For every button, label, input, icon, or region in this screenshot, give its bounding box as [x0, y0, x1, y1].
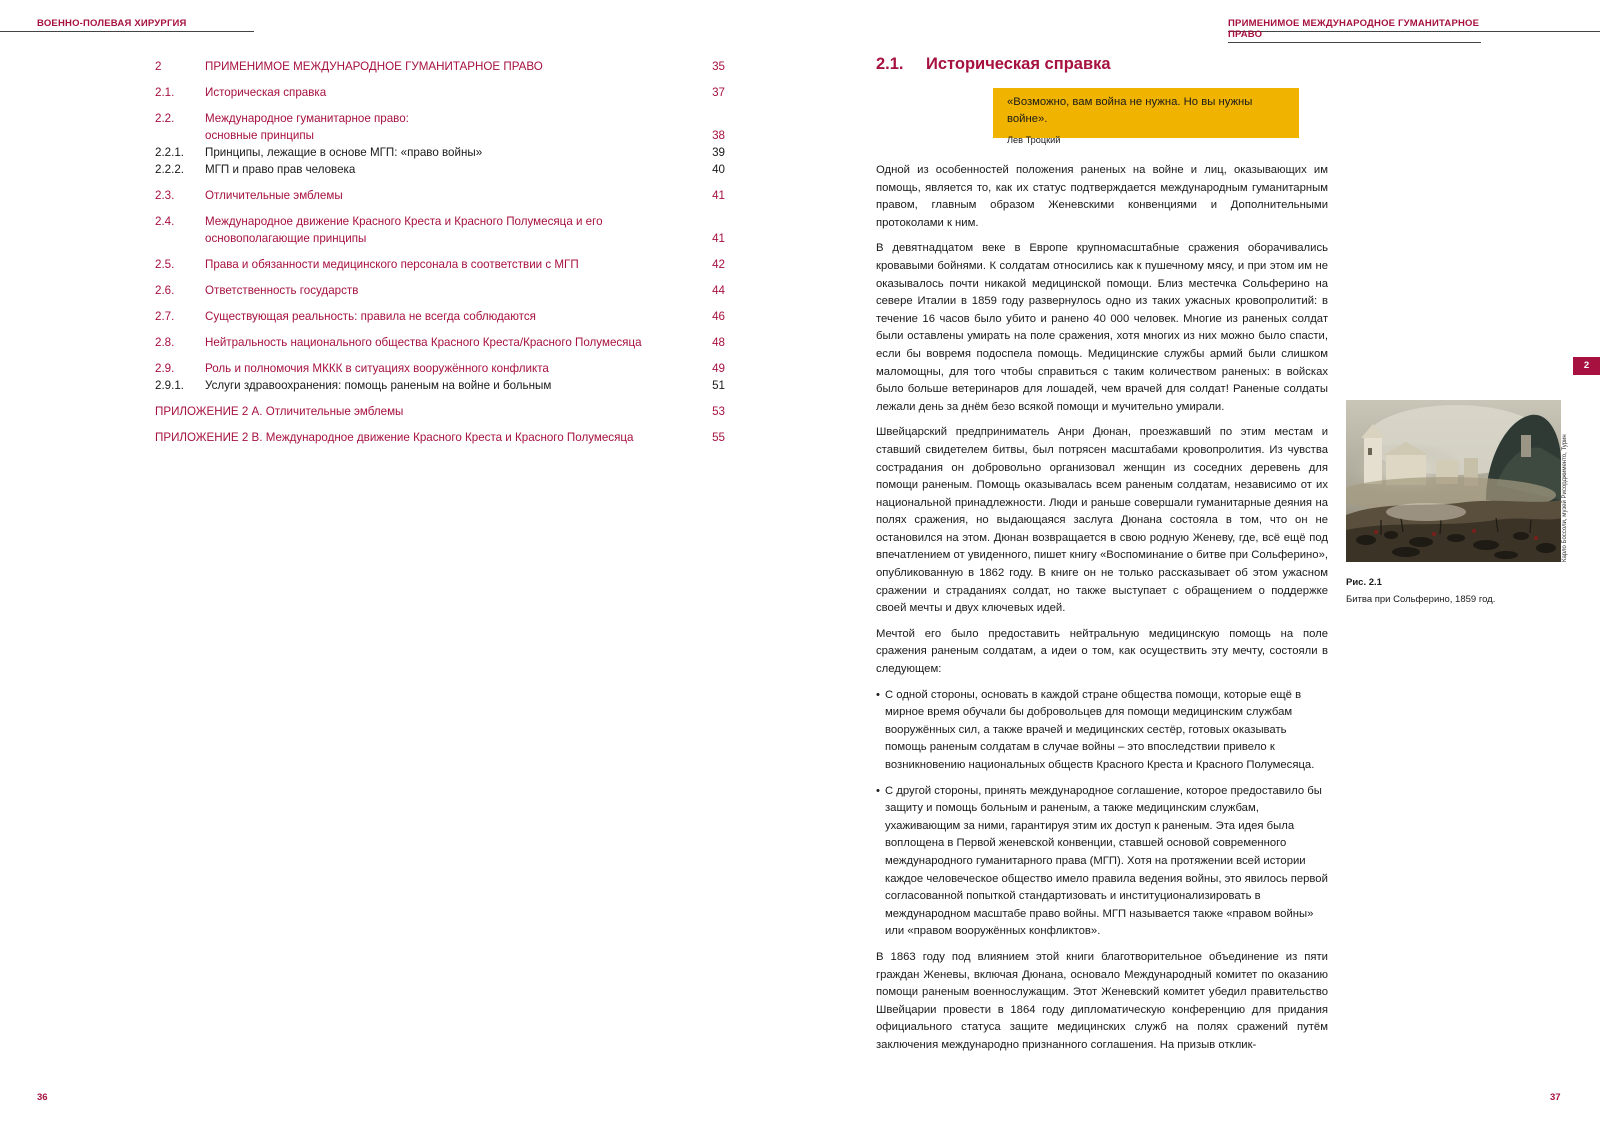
toc-number: 2.9. [155, 362, 175, 375]
paragraph: Швейцарский предприниматель Анри Дюнан, проезжавший по этим местам и ставший свидетелем битвы, был потрясен масштабами кровопролития. Из чувства сострадания он добровольно организовал женщин из соседних деревень для помощи раненым. Помощь оказывалась всем раненым солдатам, независимо от их национальной принадлежности. Люди и раньше совершали гуманитарные деяния на полях сражения, но выдающаяся заслуга Дюнана состояла в том, что он не остановился на этом. Дюнан возвращается в свою родную Женеву, где, всё ещё под впечатлением от увиденного, пишет книгу «Воспоминание о битве при Сольферино», опубликованную в 1862 году. В книге он не только рассказывает об этом ужасном сражении и страданиях солдат, но также выступает с обращением о поддержке своей мечты и двух ключевых идей. [876, 426, 1328, 615]
toc-title: Международное гуманитарное право: основные принципы [205, 112, 409, 142]
toc-page: 48 [712, 336, 725, 349]
toc-page: 40 [712, 163, 725, 176]
list-item [876, 783, 1328, 941]
toc-page: 35 [712, 60, 725, 73]
toc-number: 2 [155, 60, 162, 73]
toc-title: МГП и право прав человека [205, 163, 356, 176]
toc-page: 46 [712, 310, 725, 323]
toc-entry[interactable] [155, 360, 725, 377]
toc-number: 2.2. [155, 112, 175, 125]
toc-entry[interactable] [155, 213, 725, 247]
paragraph: Мечтой его было предоставить нейтральную медицинскую помощь на поле сражения раненым солдатам, а идеи о том, как осуществить эту мечту, состояли в следующем: [876, 627, 1328, 676]
paragraph: Одной из особенностей положения раненых на войне и лиц, оказывающих им помощь, является то, как их статус подтверждается международным гуманитарным правом, главным образом Женевскими конвенциями и Дополнительными протоколами к ним. [876, 164, 1328, 229]
paragraph: В 1863 году под влиянием этой книги благотворительное объединение из пяти граждан Женевы, включая Дюнана, основало Международный комитет по оказанию помощи раненым военнослужащим. Этот Женевский комитет убедил правительство Швейцарии провести в 1864 году дипломатическую конференцию для придания официального статуса защите медицинских служб на полях сражений путём заключения международно признанного соглашения. На призыв отклик- [876, 950, 1328, 1051]
toc-entry[interactable] [155, 282, 725, 299]
toc-page: 41 [712, 189, 725, 202]
toc-title: Международное движение Красного Креста и Красного Полумесяца и его основополагающие принципы [205, 215, 603, 245]
toc-number: 2.2.1. [155, 146, 185, 159]
toc-entry[interactable] [155, 161, 725, 178]
body-text [876, 162, 1328, 1063]
paragraph: В девятнадцатом веке в Европе крупномасштабные сражения оборачивались кровавыми бойнями. К солдатам относились как к пушечному мясу, и при этом им не оказывалось почти никакой медицинской помощи. Близ местечка Сольферино на севере Италии в 1859 году развернулось одно из таких ужасных кровопролитий: в течение 16 часов было убито и ранено 40 000 человек. Многие из раненых солдат были оставлены умирать на поле сражения, хотя многих из них можно было спасти, если бы вовремя подоспела помощь. Медицинские службы армий были слишком маломощны, для того чтобы справиться с таким количеством раненых: в войсках было больше ветеринаров для лошадей, чем врачей для солдат! Раненые солдаты лежали день за днём безо всякой помощи и мучительно умирали. [876, 242, 1328, 413]
toc-page: 42 [712, 258, 725, 271]
toc-title: Отличительные эмблемы [205, 189, 343, 202]
toc-title: Историческая справка [205, 86, 327, 99]
toc-number: 2.8. [155, 336, 175, 349]
section-number: 2.1. [876, 55, 904, 73]
toc-number: 2.6. [155, 284, 175, 297]
toc-number: 2.1. [155, 86, 175, 99]
page-number-right: 37 [1550, 1092, 1561, 1103]
page-number-left: 36 [37, 1092, 48, 1103]
figure-label: Рис. 2.1 [1346, 577, 1382, 588]
table-of-contents [155, 58, 725, 455]
toc-entry[interactable] [155, 84, 725, 101]
epigraph-quote: «Возможно, вам война не нужна. Но вы нужны войне». [1007, 96, 1253, 125]
running-header-right: ПРИМЕНИМОЕ МЕЖДУНАРОДНОЕ ГУМАНИТАРНОЕ ПРАВО [1228, 18, 1481, 43]
epigraph-author: Лев Троцкий [1007, 135, 1061, 145]
toc-title: ПРИЛОЖЕНИЕ 2 B. Международное движение Красного Креста и Красного Полумесяца [155, 431, 634, 444]
toc-entry[interactable] [155, 187, 725, 204]
toc-page: 49 [712, 362, 725, 375]
toc-title: Существующая реальность: правила не всегда соблюдаются [205, 310, 536, 323]
toc-number: 2.4. [155, 215, 175, 228]
bullet-mark: • [876, 688, 880, 701]
toc-title: Права и обязанности медицинского персонала в соответствии с МГП [205, 258, 579, 271]
list-item-text: С одной стороны, основать в каждой стране общества помощи, которые ещё в мирное время обучали бы добровольцев для помощи медицинским службам вооружённых сил, а также врачей и медицинских сестёр, готовых оказывать помощь раненым солдатам в случае войны – это впоследствии привело к возникновению национальных обществ Красного Креста и Красного Полумесяца. [885, 688, 1315, 771]
section-heading [876, 55, 1111, 74]
toc-page: 53 [712, 405, 725, 418]
toc-entry[interactable] [155, 256, 725, 273]
toc-page: 55 [712, 431, 725, 444]
toc-entry[interactable] [155, 429, 725, 446]
toc-number: 2.5. [155, 258, 175, 271]
toc-entry[interactable] [155, 58, 725, 75]
toc-number: 2.2.2. [155, 163, 185, 176]
toc-number: 2.9.1. [155, 379, 185, 392]
epigraph-box [993, 88, 1299, 145]
list-item [876, 687, 1328, 775]
toc-number: 2.7. [155, 310, 175, 323]
figure-caption: Битва при Сольферино, 1859 год. [1346, 594, 1496, 605]
toc-entry[interactable] [155, 308, 725, 325]
toc-page: 44 [712, 284, 725, 297]
toc-entry[interactable] [155, 110, 725, 144]
section-title: Историческая справка [926, 55, 1111, 73]
toc-title: ПРИЛОЖЕНИЕ 2 A. Отличительные эмблемы [155, 405, 404, 418]
toc-title: Роль и полномочия МККК в ситуациях вооружённого конфликта [205, 362, 549, 375]
toc-page: 41 [712, 232, 725, 245]
chapter-tab: 2 [1573, 357, 1600, 375]
toc-entry[interactable] [155, 334, 725, 351]
bullet-mark: • [876, 784, 880, 797]
toc-title: ПРИМЕНИМОЕ МЕЖДУНАРОДНОЕ ГУМАНИТАРНОЕ ПРАВО [205, 60, 543, 73]
figure-credit: Карло Боссоли, музей Рисорджименто, Турин [1562, 434, 1568, 562]
toc-entry[interactable] [155, 403, 725, 420]
toc-title: Услуги здравоохранения: помощь раненым на войне и больным [205, 379, 552, 392]
toc-number: 2.3. [155, 189, 175, 202]
toc-title: Ответственность государств [205, 284, 359, 297]
toc-entry[interactable] [155, 377, 725, 394]
toc-page: 37 [712, 86, 725, 99]
toc-page: 51 [712, 379, 725, 392]
toc-page: 38 [712, 129, 725, 142]
running-header-left: ВОЕННО-ПОЛЕВАЯ ХИРУРГИЯ [37, 18, 254, 32]
battle-painting-image [1346, 400, 1561, 562]
toc-title: Нейтральность национального общества Красного Креста/Красного Полумесяца [205, 336, 642, 349]
toc-entry[interactable] [155, 144, 725, 161]
toc-page: 39 [712, 146, 725, 159]
toc-title: Принципы, лежащие в основе МГП: «право войны» [205, 146, 483, 159]
list-item-text: С другой стороны, принять международное соглашение, которое предоставило бы защиту и помощь больным и раненым, а также медицинским службам, ухаживающим за ними, гарантируя этим их доступ к раненым. Эта идея была воплощена в Первой женевской конвенции, ставшей основой современного международного гуманитарного права (МГП). Хотя на протяжении всей истории каждое человеческое общество имело правила ведения войны, это явилось первой согласованной попыткой стандартизовать и институционализировать в международном масштабе право войны. МГП называется также «правом войны» или «правом вооружённых конфликтов». [885, 784, 1328, 938]
